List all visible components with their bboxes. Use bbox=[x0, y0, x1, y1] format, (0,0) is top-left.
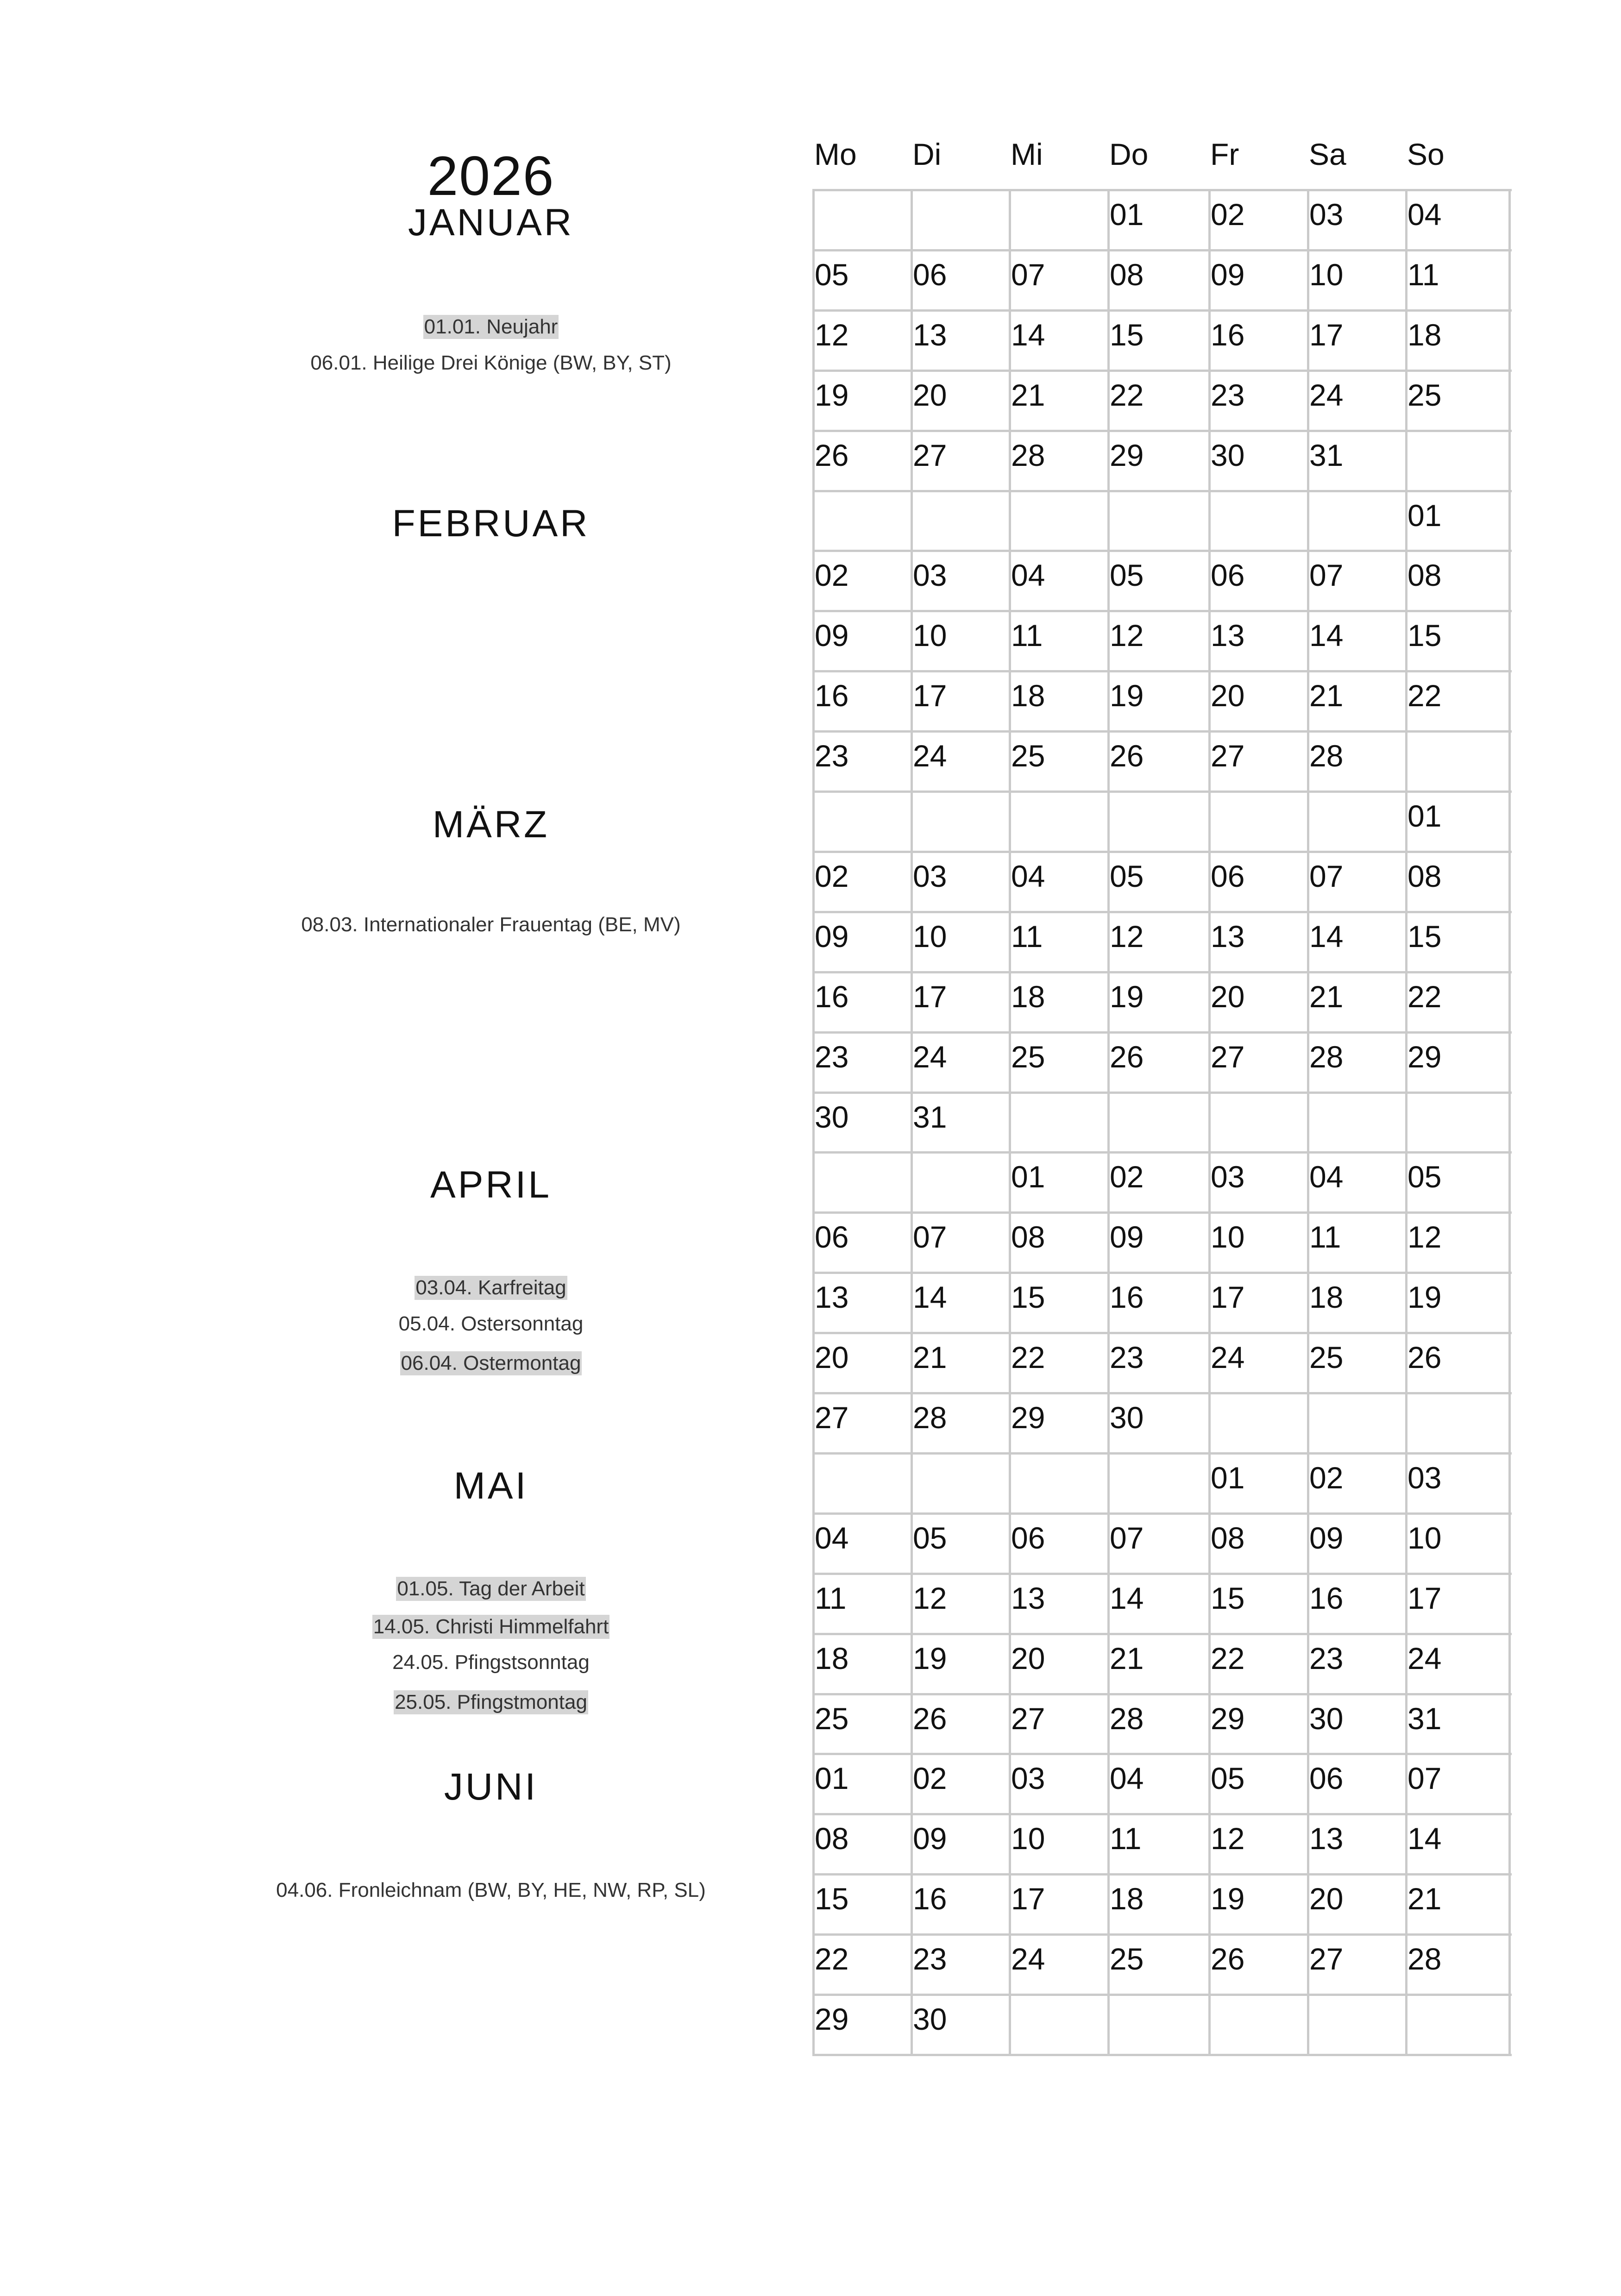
grid-column-line bbox=[911, 189, 913, 2056]
day-cell: 06 bbox=[1211, 859, 1245, 893]
month-label-text: JUNI bbox=[444, 1766, 538, 1808]
holiday-text: 01.01. Neujahr bbox=[424, 315, 558, 338]
day-cell: 01 bbox=[1407, 799, 1442, 833]
day-cell: 30 bbox=[815, 1099, 849, 1134]
day-cell: 24 bbox=[1011, 1942, 1045, 1976]
holiday-text: 05.04. Ostersonntag bbox=[398, 1312, 584, 1335]
day-cell: 14 bbox=[1309, 919, 1344, 954]
day-cell: 31 bbox=[1309, 438, 1344, 472]
day-cell: 09 bbox=[1211, 257, 1245, 292]
day-cell: 06 bbox=[1309, 1761, 1344, 1796]
weekday-label: Di bbox=[912, 137, 942, 171]
holiday-entry-highlighted bbox=[213, 1351, 769, 1375]
day-cell: 08 bbox=[1011, 1220, 1045, 1255]
calendar-grid bbox=[813, 190, 1509, 2061]
month-label-text: MÄRZ bbox=[432, 803, 550, 846]
empty-day-cell bbox=[911, 190, 1010, 250]
holiday-entry-highlighted bbox=[213, 1276, 769, 1300]
day-cell: 13 bbox=[1309, 1821, 1344, 1856]
holiday-entry-highlighted bbox=[213, 315, 769, 339]
day-cell: 05 bbox=[815, 257, 849, 292]
holiday-entry bbox=[213, 1314, 769, 1334]
empty-day-cell bbox=[1108, 1092, 1209, 1153]
day-cell: 12 bbox=[1110, 919, 1144, 954]
day-cell: 07 bbox=[1110, 1520, 1144, 1555]
day-cell: 13 bbox=[1211, 618, 1245, 653]
day-cell: 28 bbox=[1110, 1701, 1144, 1736]
day-cell: 22 bbox=[1211, 1641, 1245, 1675]
day-cell: 19 bbox=[1407, 1280, 1442, 1315]
day-cell: 13 bbox=[815, 1280, 849, 1315]
day-cell: 24 bbox=[1309, 377, 1344, 412]
day-cell: 24 bbox=[913, 1039, 947, 1074]
day-cell: 30 bbox=[1110, 1400, 1144, 1435]
day-cell: 12 bbox=[1110, 618, 1144, 653]
day-cell: 12 bbox=[815, 317, 849, 352]
day-cell: 25 bbox=[1407, 377, 1442, 412]
day-cell: 08 bbox=[1407, 558, 1442, 593]
day-cell: 26 bbox=[815, 438, 849, 472]
day-cell: 04 bbox=[1011, 859, 1045, 893]
empty-day-cell bbox=[1308, 791, 1406, 852]
holiday-text: 03.04. Karfreitag bbox=[415, 1276, 566, 1299]
day-cell: 28 bbox=[1011, 438, 1045, 472]
empty-day-cell bbox=[911, 1152, 1010, 1212]
holiday-text: 01.05. Tag der Arbeit bbox=[397, 1577, 585, 1600]
day-cell: 12 bbox=[1407, 1220, 1442, 1255]
day-cell: 14 bbox=[1110, 1581, 1144, 1615]
month-label bbox=[213, 502, 769, 545]
empty-day-cell bbox=[1010, 1995, 1108, 2055]
day-cell: 08 bbox=[1407, 859, 1442, 893]
empty-day-cell bbox=[911, 1453, 1010, 1513]
empty-day-cell bbox=[1010, 1453, 1108, 1513]
day-cell: 04 bbox=[815, 1520, 849, 1555]
grid-column-line bbox=[812, 189, 815, 2056]
empty-day-cell bbox=[1108, 791, 1209, 852]
empty-day-cell bbox=[911, 791, 1010, 852]
empty-day-cell bbox=[813, 791, 911, 852]
empty-day-cell bbox=[1406, 1393, 1509, 1453]
day-cell: 21 bbox=[1309, 678, 1344, 713]
day-cell: 03 bbox=[1211, 1160, 1245, 1194]
day-cell: 16 bbox=[815, 678, 849, 713]
day-cell: 04 bbox=[1110, 1761, 1144, 1796]
day-cell: 29 bbox=[1407, 1039, 1442, 1074]
day-cell: 20 bbox=[1211, 979, 1245, 1014]
day-cell: 11 bbox=[1407, 257, 1439, 292]
day-cell: 15 bbox=[1407, 618, 1442, 653]
grid-column-line bbox=[1208, 189, 1211, 2056]
day-cell: 21 bbox=[913, 1340, 947, 1375]
empty-day-cell bbox=[1308, 1092, 1406, 1153]
day-cell: 03 bbox=[1407, 1460, 1442, 1495]
day-cell: 03 bbox=[913, 558, 947, 593]
holiday-entry bbox=[213, 1652, 769, 1673]
day-cell: 22 bbox=[1407, 678, 1442, 713]
day-cell: 20 bbox=[1211, 678, 1245, 713]
empty-day-cell bbox=[813, 491, 911, 551]
weekday-label: Fr bbox=[1210, 137, 1239, 171]
empty-day-cell bbox=[1406, 1995, 1509, 2055]
day-cell: 20 bbox=[815, 1340, 849, 1375]
day-cell: 17 bbox=[1011, 1882, 1045, 1916]
day-cell: 19 bbox=[815, 377, 849, 412]
empty-day-cell bbox=[1209, 1995, 1308, 2055]
day-cell: 24 bbox=[1407, 1641, 1442, 1675]
day-cell: 06 bbox=[815, 1220, 849, 1255]
day-cell: 24 bbox=[913, 739, 947, 773]
day-cell: 10 bbox=[1407, 1520, 1442, 1555]
empty-day-cell bbox=[1209, 791, 1308, 852]
grid-column-line bbox=[1107, 189, 1110, 2056]
day-cell: 11 bbox=[1011, 919, 1043, 954]
empty-day-cell bbox=[911, 491, 1010, 551]
day-cell: 09 bbox=[1110, 1220, 1144, 1255]
day-cell: 10 bbox=[1211, 1220, 1245, 1255]
month-label-text: FEBRUAR bbox=[392, 502, 590, 545]
day-cell: 25 bbox=[1011, 1039, 1045, 1074]
day-cell: 07 bbox=[1309, 859, 1344, 893]
day-cell: 02 bbox=[1309, 1460, 1344, 1495]
day-cell: 23 bbox=[1211, 377, 1245, 412]
holiday-text: 14.05. Christi Himmelfahrt bbox=[373, 1615, 609, 1638]
day-cell: 26 bbox=[1110, 1039, 1144, 1074]
day-cell: 30 bbox=[1309, 1701, 1344, 1736]
day-cell: 18 bbox=[815, 1641, 849, 1675]
holiday-entry bbox=[213, 1880, 769, 1901]
day-cell: 23 bbox=[913, 1942, 947, 1976]
day-cell: 29 bbox=[815, 2002, 849, 2036]
holiday-entry-highlighted bbox=[213, 1577, 769, 1601]
day-cell: 20 bbox=[913, 377, 947, 412]
day-cell: 13 bbox=[913, 317, 947, 352]
day-cell: 26 bbox=[1211, 1942, 1245, 1976]
day-cell: 04 bbox=[1407, 197, 1442, 232]
day-cell: 03 bbox=[1011, 1761, 1045, 1796]
day-cell: 26 bbox=[1407, 1340, 1442, 1375]
day-cell: 04 bbox=[1309, 1160, 1344, 1194]
empty-day-cell bbox=[1209, 491, 1308, 551]
day-cell: 31 bbox=[913, 1099, 947, 1134]
day-cell: 17 bbox=[1407, 1581, 1442, 1615]
year-title-text: 2026 bbox=[427, 145, 555, 207]
day-cell: 07 bbox=[1309, 558, 1344, 593]
empty-day-cell bbox=[1308, 1995, 1406, 2055]
day-cell: 27 bbox=[1309, 1942, 1344, 1976]
day-cell: 10 bbox=[913, 919, 947, 954]
day-cell: 29 bbox=[1110, 438, 1144, 472]
month-label bbox=[213, 201, 769, 244]
day-cell: 18 bbox=[1011, 678, 1045, 713]
day-cell: 21 bbox=[1110, 1641, 1144, 1675]
day-cell: 14 bbox=[1309, 618, 1344, 653]
holiday-text: 06.01. Heilige Drei Könige (BW, BY, ST) bbox=[310, 351, 672, 374]
day-cell: 20 bbox=[1011, 1641, 1045, 1675]
day-cell: 22 bbox=[1110, 377, 1144, 412]
day-cell: 27 bbox=[1211, 1039, 1245, 1074]
day-cell: 08 bbox=[1110, 257, 1144, 292]
day-cell: 09 bbox=[1309, 1520, 1344, 1555]
day-cell: 22 bbox=[815, 1942, 849, 1976]
day-cell: 19 bbox=[913, 1641, 947, 1675]
empty-day-cell bbox=[813, 190, 911, 250]
day-cell: 16 bbox=[913, 1882, 947, 1916]
day-cell: 10 bbox=[1011, 1821, 1045, 1856]
day-cell: 02 bbox=[815, 558, 849, 593]
day-cell: 18 bbox=[1011, 979, 1045, 1014]
day-cell: 07 bbox=[1011, 257, 1045, 292]
day-cell: 05 bbox=[913, 1520, 947, 1555]
day-cell: 16 bbox=[815, 979, 849, 1014]
holiday-entry bbox=[213, 353, 769, 373]
day-cell: 02 bbox=[1110, 1160, 1144, 1194]
empty-day-cell bbox=[1010, 491, 1108, 551]
empty-day-cell bbox=[1406, 431, 1509, 491]
day-cell: 31 bbox=[1407, 1701, 1442, 1736]
day-cell: 23 bbox=[815, 1039, 849, 1074]
day-cell: 18 bbox=[1309, 1280, 1344, 1315]
empty-day-cell bbox=[1406, 731, 1509, 791]
day-cell: 21 bbox=[1309, 979, 1344, 1014]
holiday-entry-highlighted bbox=[213, 1615, 769, 1639]
day-cell: 01 bbox=[1211, 1460, 1245, 1495]
day-cell: 05 bbox=[1407, 1160, 1442, 1194]
day-cell: 11 bbox=[1110, 1821, 1142, 1856]
day-cell: 07 bbox=[913, 1220, 947, 1255]
day-cell: 15 bbox=[1211, 1581, 1245, 1615]
day-cell: 26 bbox=[1110, 739, 1144, 773]
day-cell: 14 bbox=[913, 1280, 947, 1315]
day-cell: 11 bbox=[1011, 618, 1043, 653]
day-cell: 02 bbox=[1211, 197, 1245, 232]
day-cell: 04 bbox=[1011, 558, 1045, 593]
month-label-text: MAI bbox=[453, 1465, 528, 1507]
day-cell: 05 bbox=[1110, 558, 1144, 593]
day-cell: 09 bbox=[815, 618, 849, 653]
grid-column-line bbox=[1009, 189, 1011, 2056]
holiday-entry bbox=[213, 915, 769, 935]
day-cell: 23 bbox=[815, 739, 849, 773]
day-cell: 03 bbox=[913, 859, 947, 893]
day-cell: 15 bbox=[1110, 317, 1144, 352]
day-cell: 05 bbox=[1110, 859, 1144, 893]
day-cell: 10 bbox=[1309, 257, 1344, 292]
day-cell: 28 bbox=[913, 1400, 947, 1435]
day-cell: 05 bbox=[1211, 1761, 1245, 1796]
day-cell: 17 bbox=[1309, 317, 1344, 352]
month-label bbox=[213, 803, 769, 846]
day-cell: 30 bbox=[913, 2002, 947, 2036]
day-cell: 24 bbox=[1211, 1340, 1245, 1375]
day-cell: 16 bbox=[1110, 1280, 1144, 1315]
holiday-text: 08.03. Internationaler Frauentag (BE, MV) bbox=[301, 913, 681, 936]
grid-column-line bbox=[1508, 189, 1511, 2056]
month-label-text: APRIL bbox=[430, 1164, 552, 1206]
day-cell: 27 bbox=[1211, 739, 1245, 773]
empty-day-cell bbox=[813, 1453, 911, 1513]
day-cell: 02 bbox=[815, 859, 849, 893]
day-cell: 01 bbox=[815, 1761, 849, 1796]
day-cell: 30 bbox=[1211, 438, 1245, 472]
holiday-text: 24.05. Pfingstsonntag bbox=[392, 1651, 590, 1674]
day-cell: 29 bbox=[1011, 1400, 1045, 1435]
day-cell: 17 bbox=[913, 979, 947, 1014]
weekday-label: So bbox=[1407, 137, 1445, 171]
holiday-text: 04.06. Fronleichnam (BW, BY, HE, NW, RP, SL) bbox=[276, 1879, 706, 1901]
weekday-label: Mi bbox=[1011, 137, 1043, 171]
month-label bbox=[213, 1166, 769, 1204]
empty-day-cell bbox=[1010, 190, 1108, 250]
day-cell: 20 bbox=[1309, 1882, 1344, 1916]
day-cell: 21 bbox=[1407, 1882, 1442, 1916]
day-cell: 27 bbox=[1011, 1701, 1045, 1736]
day-cell: 25 bbox=[1309, 1340, 1344, 1375]
day-cell: 12 bbox=[1211, 1821, 1245, 1856]
day-cell: 15 bbox=[815, 1882, 849, 1916]
day-cell: 11 bbox=[1309, 1220, 1341, 1255]
day-cell: 27 bbox=[815, 1400, 849, 1435]
month-label bbox=[213, 1467, 769, 1505]
empty-day-cell bbox=[1010, 1092, 1108, 1153]
day-cell: 25 bbox=[1110, 1942, 1144, 1976]
day-cell: 07 bbox=[1407, 1761, 1442, 1796]
day-cell: 06 bbox=[1211, 558, 1245, 593]
day-cell: 17 bbox=[913, 678, 947, 713]
day-cell: 19 bbox=[1211, 1882, 1245, 1916]
weekday-label: Mo bbox=[814, 137, 857, 171]
empty-day-cell bbox=[1308, 491, 1406, 551]
empty-day-cell bbox=[1406, 1092, 1509, 1153]
day-cell: 29 bbox=[1211, 1701, 1245, 1736]
day-cell: 06 bbox=[1011, 1520, 1045, 1555]
empty-day-cell bbox=[1108, 1453, 1209, 1513]
day-cell: 06 bbox=[913, 257, 947, 292]
empty-day-cell bbox=[1108, 1995, 1209, 2055]
month-label bbox=[213, 1768, 769, 1806]
grid-column-line bbox=[1405, 189, 1407, 2056]
day-cell: 28 bbox=[1309, 739, 1344, 773]
day-cell: 09 bbox=[913, 1821, 947, 1856]
day-cell: 08 bbox=[1211, 1520, 1245, 1555]
day-cell: 13 bbox=[1011, 1581, 1045, 1615]
day-cell: 28 bbox=[1407, 1942, 1442, 1976]
day-cell: 11 bbox=[815, 1581, 847, 1615]
empty-day-cell bbox=[1209, 1092, 1308, 1153]
day-cell: 08 bbox=[815, 1821, 849, 1856]
grid-column-line bbox=[1307, 189, 1309, 2056]
holiday-entry-highlighted bbox=[213, 1690, 769, 1714]
empty-day-cell bbox=[1308, 1393, 1406, 1453]
day-cell: 19 bbox=[1110, 678, 1144, 713]
day-cell: 02 bbox=[913, 1761, 947, 1796]
day-cell: 10 bbox=[913, 618, 947, 653]
day-cell: 28 bbox=[1309, 1039, 1344, 1074]
day-cell: 22 bbox=[1407, 979, 1442, 1014]
empty-day-cell bbox=[1209, 1393, 1308, 1453]
day-cell: 01 bbox=[1110, 197, 1144, 232]
day-cell: 16 bbox=[1309, 1581, 1344, 1615]
day-cell: 14 bbox=[1407, 1821, 1442, 1856]
empty-day-cell bbox=[813, 1152, 911, 1212]
day-cell: 18 bbox=[1407, 317, 1442, 352]
weekday-label: Sa bbox=[1309, 137, 1346, 171]
empty-day-cell bbox=[1010, 791, 1108, 852]
day-cell: 17 bbox=[1211, 1280, 1245, 1315]
day-cell: 09 bbox=[815, 919, 849, 954]
day-cell: 25 bbox=[1011, 739, 1045, 773]
day-cell: 23 bbox=[1110, 1340, 1144, 1375]
day-cell: 03 bbox=[1309, 197, 1344, 232]
month-label-text: JANUAR bbox=[408, 201, 574, 244]
day-cell: 26 bbox=[913, 1701, 947, 1736]
day-cell: 19 bbox=[1110, 979, 1144, 1014]
day-cell: 27 bbox=[913, 438, 947, 472]
day-cell: 01 bbox=[1011, 1160, 1045, 1194]
day-cell: 23 bbox=[1309, 1641, 1344, 1675]
day-cell: 15 bbox=[1407, 919, 1442, 954]
day-cell: 16 bbox=[1211, 317, 1245, 352]
holiday-text: 06.04. Ostermontag bbox=[401, 1352, 581, 1374]
weekday-label: Do bbox=[1109, 137, 1149, 171]
day-cell: 18 bbox=[1110, 1882, 1144, 1916]
day-cell: 01 bbox=[1407, 498, 1442, 533]
day-cell: 25 bbox=[815, 1701, 849, 1736]
day-cell: 13 bbox=[1211, 919, 1245, 954]
day-cell: 21 bbox=[1011, 377, 1045, 412]
day-cell: 14 bbox=[1011, 317, 1045, 352]
empty-day-cell bbox=[1108, 491, 1209, 551]
day-cell: 12 bbox=[913, 1581, 947, 1615]
day-cell: 15 bbox=[1011, 1280, 1045, 1315]
holiday-text: 25.05. Pfingstmontag bbox=[395, 1690, 587, 1713]
day-cell: 22 bbox=[1011, 1340, 1045, 1375]
